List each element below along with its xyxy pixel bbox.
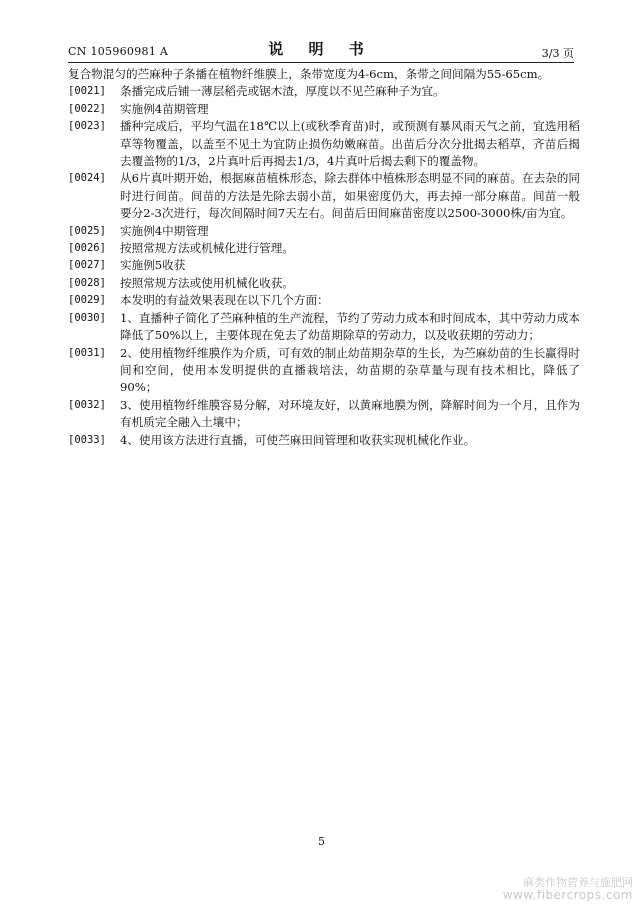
- patent-number: CN 105960981 A: [68, 45, 169, 58]
- paragraph-text: 3、使用植物纤维膜容易分解，对环境友好，以黄麻地膜为例，降解时间为一个月，且作为有机质完全融入土壤中；: [120, 397, 580, 430]
- paragraph-number: [0032]: [68, 398, 106, 411]
- document-body: [68, 66, 580, 449]
- page-number: 5: [318, 835, 325, 848]
- page-indicator: 3/3 页: [541, 47, 574, 60]
- paragraph-number: [0027]: [68, 259, 106, 272]
- watermark: [503, 876, 633, 902]
- paragraph: [68, 170, 580, 222]
- paragraph-number: [0023]: [68, 120, 106, 133]
- paragraph-number: [0025]: [68, 224, 106, 237]
- paragraph: [68, 240, 580, 257]
- paragraph-list: [68, 83, 580, 449]
- paragraph-text: 1、直播种子简化了苎麻种植的生产流程，节约了劳动力成本和时间成本，其中劳动力成本降低了50%以上，主要体现在免去了幼苗期除草的劳动力，以及收获期的劳动力；: [120, 310, 580, 343]
- paragraph: [68, 292, 580, 309]
- paragraph-text: 实施例4中期管理: [120, 223, 209, 238]
- paragraph-number: [0028]: [68, 276, 106, 289]
- paragraph-number: [0022]: [68, 102, 106, 115]
- paragraph: [68, 310, 580, 345]
- paragraph: [68, 397, 580, 432]
- paragraph-number: [0031]: [68, 346, 106, 359]
- paragraph: [68, 223, 580, 240]
- watermark-site-name: 麻类作物营养与施肥网: [523, 876, 633, 889]
- page-header: [68, 34, 574, 63]
- paragraph-number: [0026]: [68, 242, 106, 255]
- paragraph: [68, 275, 580, 292]
- paragraph-text: 按照常规方法或机械化进行管理。: [120, 241, 294, 256]
- paragraph-text: 按照常规方法或使用机械化收获。: [120, 275, 294, 290]
- lead-continuation-text: 复合物混匀的苎麻种子条播在植物纤维膜上，条带宽度为4-6cm，条带之间间隔为55-65cm。: [68, 67, 550, 81]
- paragraph-text: 实施例5收获: [120, 258, 186, 273]
- watermark-site-url: www.fibercrops.com: [502, 888, 633, 902]
- paragraph-number: [0030]: [68, 311, 106, 324]
- paragraph-text: 4、使用该方法进行直播，可使苎麻田间管理和收获实现机械化作业。: [120, 432, 476, 447]
- paragraph-text: 实施例4苗期管理: [120, 101, 209, 116]
- paragraph-number: [0029]: [68, 294, 106, 307]
- paragraph: [68, 345, 580, 397]
- paragraph: [68, 83, 580, 100]
- paragraph-text: 条播完成后铺一薄层稻壳或锯木渣，厚度以不见苎麻种子为宜。: [120, 84, 445, 99]
- paragraph-number: [0021]: [68, 85, 106, 98]
- paragraph: [68, 432, 580, 449]
- paragraph: [68, 101, 580, 118]
- paragraph: [68, 257, 580, 274]
- paragraph-text: 从6片真叶期开始，根据麻苗植株形态，除去群体中植株形态明显不同的麻苗。在去杂的同时进行间苗。间苗的方法是先除去弱小苗，如果密度仍大，再去掉一部分麻苗。间苗一般要分2-3次进行，每次间隔时间7天左右。间苗后田间麻苗密度以2500-3000株/亩为宜。: [120, 171, 580, 221]
- paragraph-text: 2、使用植物纤维膜作为介质，可有效的制止幼苗期杂草的生长，为苎麻幼苗的生长赢得时间和空间，使用本发明提供的直播栽培法，幼苗期的杂草量与现有技术相比，降低了90%；: [120, 345, 580, 395]
- paragraph-number: [0033]: [68, 433, 106, 446]
- document-title: 说 明 书: [268, 40, 374, 58]
- paragraph-text: 播种完成后，平均气温在18℃以上(或秋季育苗)时，或预测有暴风雨天气之前，宜选用稻草等物覆盖，以盖至不见土为宜防止损伤幼嫩麻苗。出苗后分次分批揭去稻草，齐苗后揭去覆盖物的1/3，2片真叶后再揭去1/3，4片真叶后揭去剩下的覆盖物。: [120, 119, 580, 169]
- paragraph: [68, 118, 580, 170]
- paragraph-number: [0024]: [68, 172, 106, 185]
- paragraph-text: 本发明的有益效果表现在以下几个方面：: [120, 293, 329, 308]
